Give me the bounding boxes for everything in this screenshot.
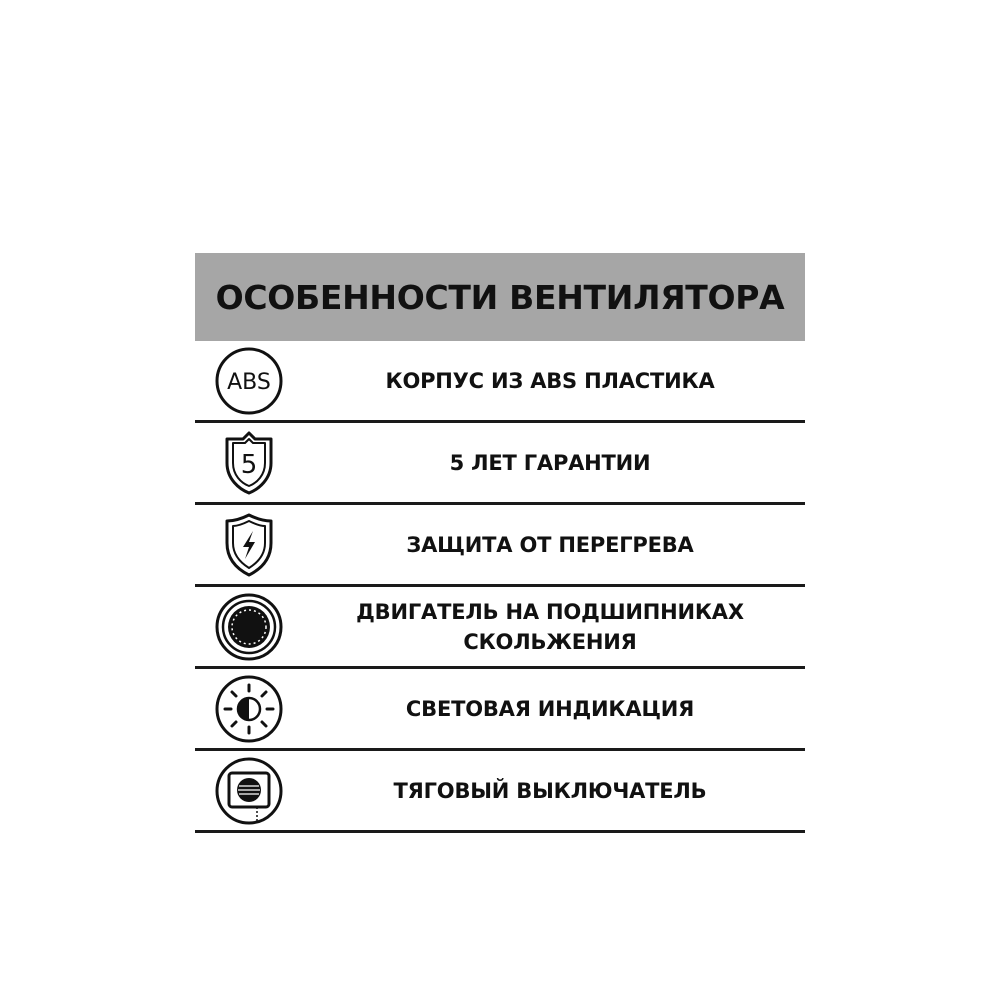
feature-row-overheat xyxy=(195,505,805,587)
pull-switch-fan-icon xyxy=(213,755,285,827)
features-header xyxy=(195,253,805,341)
shield-icon-text: 5 xyxy=(240,449,258,480)
feature-row-abs xyxy=(195,341,805,423)
feature-label: 5 ЛЕТ ГАРАНТИИ xyxy=(449,450,651,475)
features-card xyxy=(195,253,805,833)
bearing-circle-icon xyxy=(213,591,285,663)
light-indicator-icon xyxy=(213,673,285,745)
feature-label: ДВИГАТЕЛЬ НА ПОДШИПНИКАХ СКОЛЬЖЕНИЯ xyxy=(356,599,744,654)
feature-label: ЗАЩИТА ОТ ПЕРЕГРЕВА xyxy=(406,532,694,557)
feature-row-warranty xyxy=(195,423,805,505)
abs-circle-icon xyxy=(213,345,285,417)
feature-row-pull-switch xyxy=(195,751,805,833)
feature-row-motor xyxy=(195,587,805,669)
features-list xyxy=(195,341,805,833)
abs-icon-text: ABS xyxy=(227,369,271,395)
feature-row-indicator xyxy=(195,669,805,751)
feature-label: СВЕТОВАЯ ИНДИКАЦИЯ xyxy=(405,696,695,721)
shield-lightning-icon xyxy=(213,509,285,581)
shield-5-icon xyxy=(213,427,285,499)
feature-label: ТЯГОВЫЙ ВЫКЛЮЧАТЕЛЬ xyxy=(393,778,707,803)
feature-label: КОРПУС ИЗ ABS ПЛАСТИКА xyxy=(385,368,715,393)
features-title: ОСОБЕННОСТИ ВЕНТИЛЯТОРА xyxy=(215,277,785,317)
